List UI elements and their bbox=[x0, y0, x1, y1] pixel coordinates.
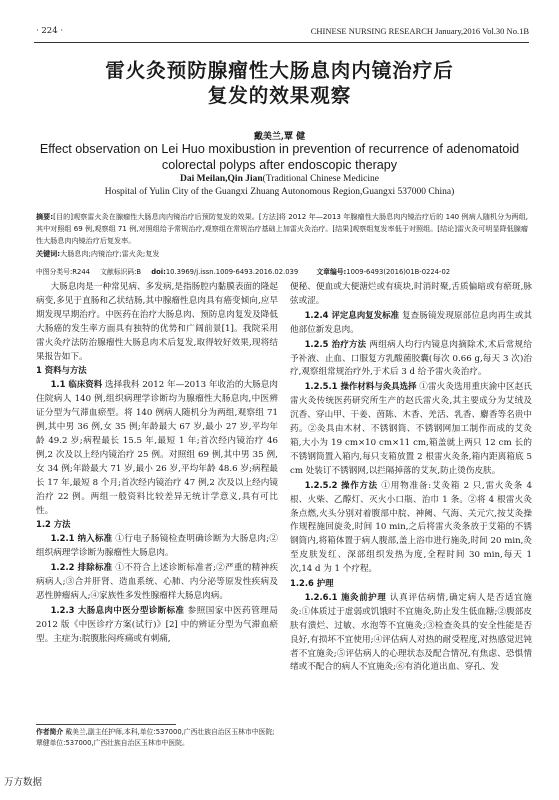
continued-paragraph: 便秘、便血或大便溏烂或有痰块,时消时聚,舌质偏暗或有瘀斑,脉弦或涩。 bbox=[290, 282, 532, 306]
paragraph-1-2-4 bbox=[290, 309, 532, 338]
text-1-2-5-1: ①雷火灸选用重庆渝中区赵氏雷火灸传统医药研究所生产的赵氏雷火灸,其主要成分为艾绒及沉香、穿山甲、干姜、茵陈、木香、羌活、乳香、麝香等名贵中药。②灸具由木材、不锈钢筒、不锈钢网加工制作而成的艾灸箱,大小为 19 cm×10 cm×11 cm,箱盖就上两只 12 cm 长的不锈钢筒置入箱内,每只支箱放置 2 根雷火灸条,箱内距离箱底 5 cm 处装订不锈钢网,以拦隔掉落的艾灰,防止烫伤皮肤。 bbox=[290, 382, 532, 476]
text-1-2-6-1: 认真评估病情,确定病人是否适宜施灸:①体质过于虚弱或饥饿时不宜施灸,防止发生低血糖;②腹部皮肤有溃烂、过敏、水泡等不宜施灸;③检查灸具的安全性能是否良好,有损坏不宜使用;④评估病人对热的耐受程度,对热感觉迟钝者不宜施灸;⑤评估病人的心理状态及配合情况,有焦虑、恐惧情绪或不配合的病人不宜施灸;⑥有消化道出血、穿孔、发 bbox=[290, 592, 533, 673]
header-rule bbox=[34, 42, 529, 43]
clc-number: 中图分类号:R244 bbox=[36, 268, 90, 276]
text-1-2-1: ①行电子肠镜检查明确诊断为大肠息肉;②组织病理学诊断为腺瘤性大肠息肉。 bbox=[36, 534, 278, 559]
title-cn-line-2: 复发的效果观察 bbox=[207, 84, 352, 107]
paragraph-1-1 bbox=[36, 378, 278, 518]
paragraph-1-2-5-1 bbox=[290, 380, 532, 478]
keywords-label: 关键词: bbox=[36, 249, 61, 258]
left-column bbox=[36, 281, 278, 647]
subheading-1-2: 1.2 方法 bbox=[36, 519, 71, 530]
text-1-2-5-2: ①用物准备:艾灸箱 2 只,雷火灸条 4 根、火柴、乙醇灯、灭火小口瓶、治巾 1 条。②将 4 根雷火灸条点燃,火头分别对着腹部中脘、神阙、气海、关元穴,按艾灸操作规程施回旋灸,时间 10 min,之后将雷火灸条放于艾箱的不锈钢筒内,将箱体置于病人腹部,盖上浴巾进行施灸,时间 20 min,灸至皮肤发红、深部组织发热为度,全程时间 30 min,每天 1 次,14 d 为 1 个疗程。 bbox=[290, 480, 533, 575]
right-column bbox=[290, 281, 532, 675]
footnote-rule bbox=[36, 724, 176, 725]
doi bbox=[151, 268, 306, 276]
authors-en-note: (Traditional Chinese Medicine bbox=[262, 174, 379, 184]
authors-en-names: Dai Meilan,Qin Jian bbox=[180, 174, 263, 184]
subheading-1-2-6-1: 1.2.6.1 施灸前护理 bbox=[304, 591, 387, 602]
document-code: 文献标识码:B bbox=[100, 268, 142, 276]
author-footnote bbox=[36, 727, 278, 748]
subheading-1-2-4: 1.2.4 评定息肉复发标准 bbox=[304, 309, 400, 320]
subheading-1-2-1: 1.2.1 纳入标准 bbox=[50, 533, 113, 544]
title-en: Effect observation on Lei Huo moxibustion in prevention of recurrence of adenomatoid colorectal polyps after endoscopic therapy bbox=[39, 142, 520, 172]
authors-en bbox=[0, 174, 559, 184]
doi-value: 10.3969/j.issn.1009-6493.2016.02.039 bbox=[165, 268, 299, 276]
subheading-1-1: 1.1 临床资料 bbox=[50, 379, 103, 390]
keywords-text: 大肠息肉;内镜治疗;雷火灸;复发 bbox=[60, 249, 160, 258]
classification-line bbox=[36, 266, 531, 276]
subheading-1-2-3: 1.2.3 大肠息肉中医分型诊断标准 bbox=[50, 604, 185, 615]
paragraph-1-2-3 bbox=[36, 604, 278, 647]
article-number bbox=[316, 268, 458, 276]
running-head bbox=[36, 26, 529, 40]
subheading-1-2-2: 1.2.2 排除标准 bbox=[50, 562, 113, 573]
subheading-1-2-5: 1.2.5 治疗方法 bbox=[304, 338, 367, 349]
authors-cn: 戴美兰,覃 健 bbox=[253, 132, 306, 142]
page-number: · 224 · bbox=[36, 26, 64, 36]
journal-info: CHINESE NURSING RESEARCH January,2016 Vol.30 No.1B bbox=[310, 26, 529, 36]
article-value: 1009-6493(2016)01B-0224-02 bbox=[346, 268, 451, 276]
paragraph-1-2-5 bbox=[290, 338, 532, 381]
subheading-1-2-5-2: 1.2.5.2 操作方法 bbox=[304, 479, 378, 490]
paragraph-1-2-6-1 bbox=[290, 591, 532, 675]
abstract-label: 摘要: bbox=[36, 212, 54, 221]
text-1-1: 选择我科 2012 年—2013 年收治的大肠息肉住院病人 140 例,组织病理学诊断均为腺瘤性大肠息肉,中医辨证分型为气滞血瘀型。将 140 例病人随机分为两组,观察组 71 例,其中男 36 例,女 35 例;年龄最大 67 岁,最小 27 岁,平均年龄 49.2 岁;病程最长 15.5 年,最短 1 年;首次经内镜治疗 46 例,2 次及以上经内镜治疗 25 例。对照组 69 例,其中男 35 例,女 34 例;年龄最大 71 岁,最小 26 岁,平均年龄 48.6 岁;病程最长 17 年,最短 8 个月;首次经内镜治疗 47 例,2 次及以上经内镜治疗 22 例。两组一般资料比较差异无统计学意义,具有可比性。 bbox=[36, 380, 279, 516]
footnote-label: 作者简介 bbox=[36, 728, 64, 736]
text-1-2-2: ①不符合上述诊断标准者;②严重的精神疾病病人;③合并肝肾、造血系统、心肺、内分泌等原发性疾病及恶性肿瘤病人;④家族性多发性腺瘤样大肠息肉病。 bbox=[36, 563, 278, 601]
text-1-2-5: 两组病人均行内镜息肉摘除术,术后常规给予补液、止血、口服复方乳酸菌胶囊(每次 0.66 g,每天 3 次)治疗,观察组常规治疗外,于术后 3 d 给予雷火灸治疗。 bbox=[290, 339, 533, 378]
abstract-text: [目的]观察雷火灸在腺瘤性大肠息肉内镜治疗后预防复发的效果。[方法]将 2012 年—2013 年腺瘤性大肠息肉内镜治疗后的 140 例病人随机分为两组,其中对照组 69 例,观察组 71 例,对照组给予常规治疗,观察组在常规治疗基础上加雷火灸治疗。[结果]观察组复发率低于对照组。[结论]雷火灸可明显降低腺瘤性大肠息肉内镜治疗后复发率。 bbox=[36, 212, 528, 246]
abstract bbox=[36, 211, 528, 248]
title-cn-line-1: 雷火灸预防腺瘤性大肠息肉内镜治疗后 bbox=[105, 59, 454, 82]
footnote-text: 戴美兰,副主任护师,本科,单位:537000,广西壮族自治区玉林市中医院;覃健单位:537000,广西壮族自治区玉林市中医院。 bbox=[36, 728, 275, 747]
article-label: 文章编号: bbox=[316, 268, 347, 276]
paragraph-1-2-2 bbox=[36, 561, 278, 604]
text-1-2-3: 参照国家中医药管理局 2012 版《中医诊疗方案(试行)》[2] 中的辨证分型为气滞血瘀型。主症为:脘腹胀闷疼痛或有刺痛, bbox=[36, 605, 278, 644]
paragraph-1-2-5-2 bbox=[290, 479, 532, 577]
subheading-1-2-6: 1.2.6 护理 bbox=[290, 578, 334, 589]
section-heading: 1 资料与方法 bbox=[36, 365, 87, 376]
subheading-1-2-5-1: 1.2.5.1 操作材料与灸具选择 bbox=[304, 381, 417, 392]
title-cn bbox=[0, 58, 559, 108]
intro-paragraph: 大肠息肉是一种常见病、多发病,是指肠腔内黏膜表面的隆起病变,多见于直肠和乙状结肠,其中腺瘤性息肉具有癌变倾向,应早期发现早期治疗。中医药在治疗大肠息肉、预防息肉复发及降低大肠癌的发生率方面具有独特的优势和广阔前景[1]。我院采用雷火灸疗法防治腺瘤性大肠息肉术后复发,取得较好效果,现将结果报告如下。 bbox=[36, 282, 278, 362]
text-1-2-4: 复查肠镜发现原部位息肉再生或其他部位新发息肉。 bbox=[290, 310, 532, 335]
watermark: 万方数据 bbox=[4, 777, 43, 788]
keywords bbox=[36, 248, 528, 260]
affiliation-en: Hospital of Yulin City of the Guangxi Zhuang Autonomous Region,Guangxi 537000 China) bbox=[104, 187, 455, 197]
doi-label: doi: bbox=[151, 268, 166, 276]
paragraph-1-2-1 bbox=[36, 532, 278, 561]
